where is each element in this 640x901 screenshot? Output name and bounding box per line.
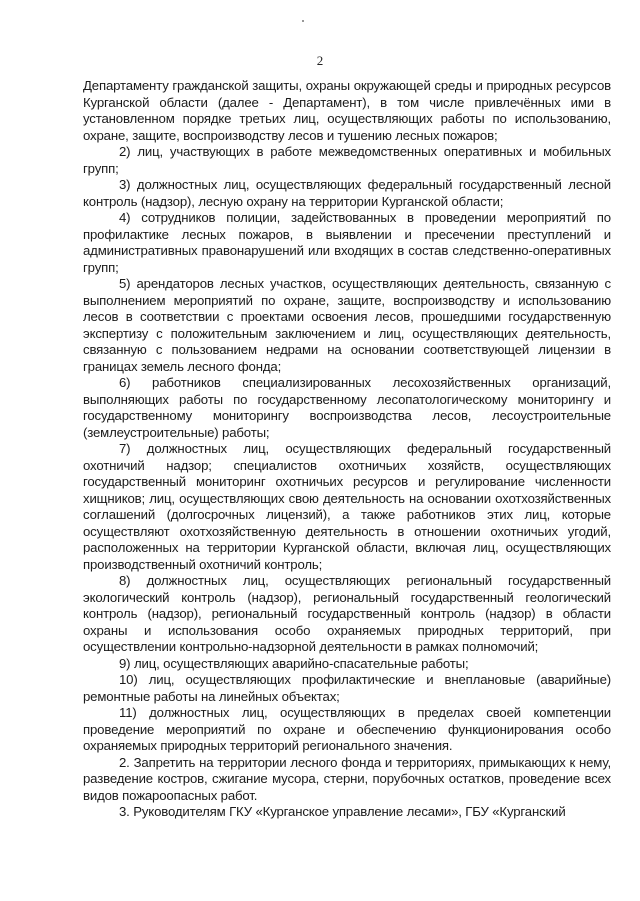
paragraph-item-4: 4) сотрудников полиции, задействованных в проведении мероприятий по профилактике лесных пожаров, в выявлении и пресечении преступлений и административных правонарушений или входящих в состав следственно-оперативных групп; [83,210,611,275]
paragraph-item-9: 9) лиц, осуществляющих аварийно-спасательные работы; [119,655,469,671]
scan-speck [302,20,304,22]
paragraph-clause-3: 3. Руководителям ГКУ «Курганское управление лесами», ГБУ «Курганский [119,804,566,819]
page-number: 2 [316,53,324,68]
paragraph-item-5: 5) арендаторов лесных участков, осуществляющих деятельность, связанную с выполнением мероприятий по охране, защите, воспроизводству и использованию лесов в соответствии с проектами освоения лесов, прошедшими государственную экспертизу с положительным заключением и лиц, осуществляющих деятельность, связанную с пользованием недрами на основании соответствующей лицензии в границах земель лесного фонда; [83,276,611,374]
paragraph-item-6: 6) работников специализированных лесохозяйственных организаций, выполняющих работы по государственному лесопатологическому мониторингу и государственному мониторингу воспроизводства лесов, лесоустроительные (землеустроительные) работы; [83,375,611,440]
paragraph-item-10: 10) лиц, осуществляющих профилактические и внеплановые (аварийные) ремонтные работы на линейных объектах; [83,672,611,704]
paragraph-item-11: 11) должностных лиц, осуществляющих в пределах своей компетенции проведение мероприятий по охране и обеспечению функционирования особо охраняемых природных территорий регионального значения. [83,705,611,753]
paragraph-item-3: 3) должностных лиц, осуществляющих федеральный государственный лесной контроль (надзор), лесную охрану на территории Курганской области; [83,177,611,209]
paragraph-clause-2: 2. Запретить на территории лесного фонда и территориях, примыкающих к нему, разведение костров, сжигание мусора, стерни, порубочных остатков, проведение всех видов пожароопасных работ. [83,754,611,803]
paragraph-continuation: Департаменту гражданской защиты, охраны окружающей среды и природных ресурсов Курганской области (далее - Департамент), в том числе привлечённых ими в установленном порядке третьих лиц, осуществляющих работы по использованию, охране, защите, воспроизводству лесов и тушению лесных пожаров; [83,78,611,143]
paragraph-item-7: 7) должностных лиц, осуществляющих федеральный государственный охотничий надзор; специалистов охотничьих хозяйств, осуществляющих государственный мониторинг охотничьих ресурсов и регулирование численности хищников; лиц, осуществляющих свою деятельность на основании охотхозяйственных соглашений (долгосрочных лицензий), а также работников этих лиц, которые осуществляют охотхозяйственную деятельность в отношении охотничьих угодий, расположенных на территории Курганской области, включая лиц, осуществляющих производственный охотничий контроль; [83,441,611,572]
document-body [83,78,611,821]
paragraph-item-2: 2) лиц, участвующих в работе межведомственных оперативных и мобильных групп; [83,144,611,176]
paragraph-item-8: 8) должностных лиц, осуществляющих региональный государственный экологический контроль (надзор), региональный государственный геологический контроль (надзор), региональный государственный контроль (надзор) в области охраны и использования особо охраняемых природных территорий, при осуществлении контрольно-надзорной деятельности в рамках полномочий; [83,573,611,654]
